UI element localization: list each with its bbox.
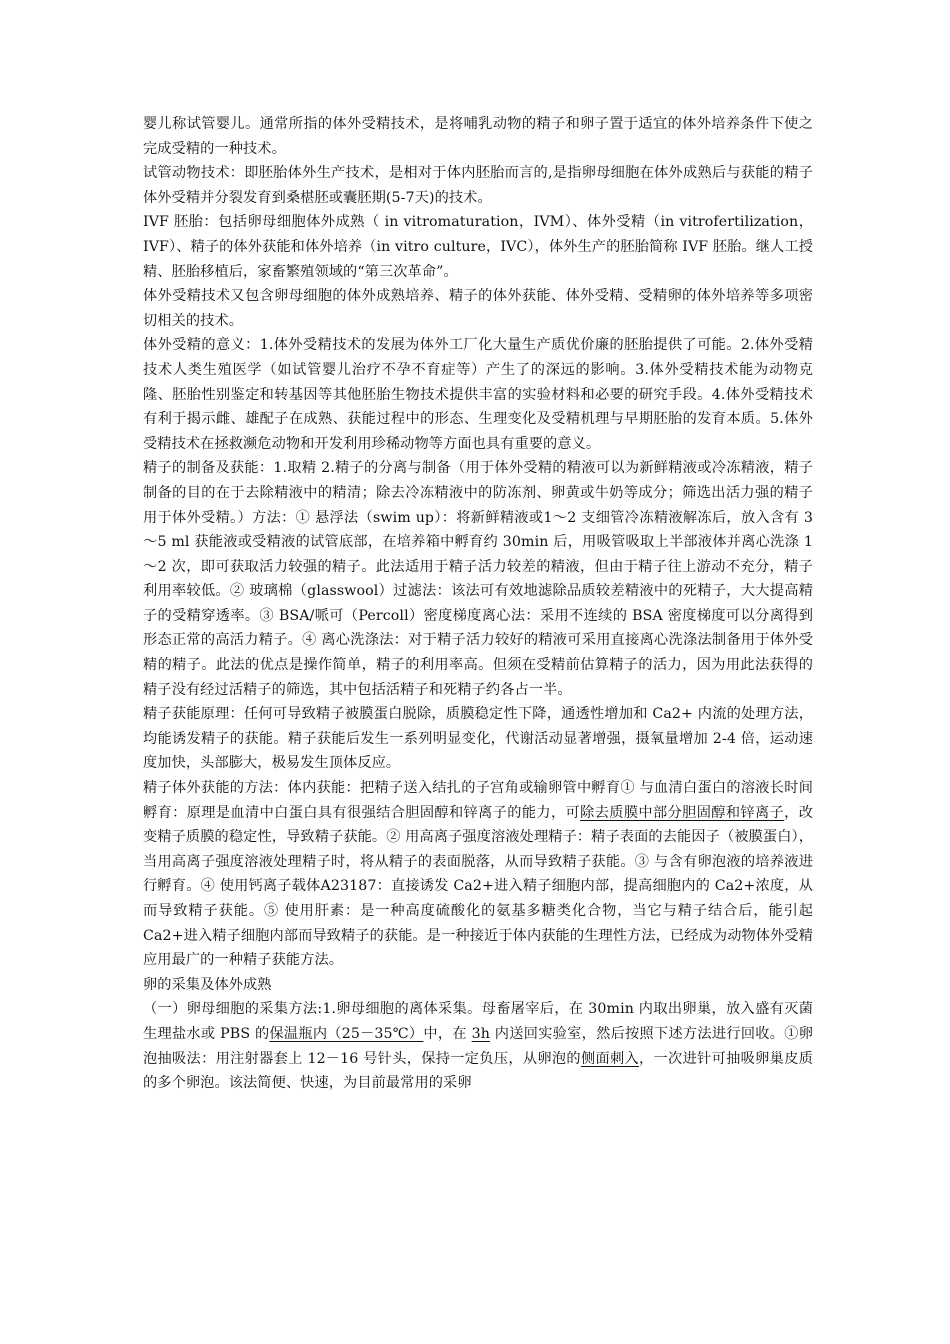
paragraph-sperm-preparation: 精子的制备及获能：1.取精 2.精子的分离与制备（用于体外受精的精液可以为新鲜精液或冷冻精液，精子制备的目的在于去除精液中的精清；除去冷冻精液中的防冻剂、卵黄或牛奶等成分；筛选出活力强的精子用于体外受精。）方法：① 悬浮法（swim up）：将新鲜精液或1～2 支细管冷冻精液解冻后，放入含有 3～5 ml 获能液或受精液的试管底部，在培养箱中孵育约 30min 后，用吸管吸取上半部液体并离心洗涤 1～2 次，即可获取活力较强的精子。此法适用于精子活力较差的精液，但由于精子往上游动不充分，精子利用率较低。② 玻璃棉（glasswool）过滤法：该法可有效地滤除品质较差精液中的死精子，大大提高精子的受精穿透率。③ BSA/哌可（Percoll）密度梯度离心法：采用不连续的 BSA 密度梯度可以分离得到形态正常的高活力精子。④ 离心洗涤法：对于精子活力较好的精液可采用直接离心洗涤法制备用于体外受精的精子。此法的优点是操作简单，精子的利用率高。但须在受精前估算精子的活力，因为用此法获得的精子没有经过活精子的筛选，其中包括活精子和死精子约各占一半。: [143, 460, 813, 698]
text-span: ，改变精子质膜的稳定性，导致精子获能。② 用高离子强度溶液处理精子：精子表面的去能因子（被膜蛋白），当用高离子强度溶液处理精子时，将从精子的表面脱落，从而导致精子获能。③ 与含有卵泡液的培养液进行孵育。④ 使用钙离子载体A23187：直接诱发 Ca2+进入精子细胞内部，提高细胞内的 Ca2+浓度，从而导致精子获能。⑤ 使用肝素：是一种高度硫酸化的氨基多糖类化合物，当它与精子结合后，能引起 Ca2+进入精子细胞内部而导致精子的获能。是一种接近于体内获能的生理性方法，已经成为动物体外受精应用最广的一种精子获能方法。: [143, 804, 813, 969]
underlined-text: 3h: [471, 1025, 490, 1042]
text-span: 中，在: [423, 1025, 472, 1042]
paragraph-intro: 婴儿称试管婴儿。通常所指的体外受精技术，是将哺乳动物的精子和卵子置于适宜的体外培养条件下使之完成受精的一种技术。: [143, 116, 813, 157]
text-span: （一）卵母细胞的采集方法:1.卵母细胞的离体采集。母畜屠宰后，在 30min 内取出卵巢，放入盛有灭菌生理盐水或 PBS 的: [143, 1001, 813, 1042]
paragraph-oocyte-collection: [143, 997, 813, 1095]
underlined-text: 除去质膜中部分胆固醇和锌离子: [580, 804, 785, 821]
underlined-text: 保温瓶内（25－35℃）: [269, 1025, 424, 1042]
text-span: 内送回实验室，然后按照下述方法进行回收。①卵泡抽吸法：用注射器套上 12－16 号针头，保持一定负压，从卵泡的: [143, 1025, 814, 1067]
text-span: ，一次进针可抽吸卵巢皮质的多个卵泡。该法简便、快速，为目前最常用的采卵: [143, 1050, 813, 1092]
section-heading-oocyte: 卵的采集及体外成熟: [143, 976, 272, 993]
paragraph-capacitation-methods: [143, 776, 813, 973]
paragraph-capacitation-principle: 精子获能原理：任何可导致精子被膜蛋白脱除，质膜稳定性下降，通透性增加和 Ca2+ 内流的处理方法，均能诱发精子的获能。精子获能后发生一系列明显变化，代谢活动显著增强，摄氧量增加 2-4 倍，运动速度加快，头部膨大，极易发生顶体反应。: [143, 706, 813, 772]
paragraph-test-tube-animal: 试管动物技术：即胚胎体外生产技术，是相对于体内胚胎而言的,是指卵母细胞在体外成熟后与获能的精子体外受精并分裂发育到桑椹胚或囊胚期(5-7天)的技术。: [143, 165, 813, 206]
paragraph-ivf-embryo: IVF 胚胎：包括卵母细胞体外成熟（ in vitromaturation，IVM）、体外受精（in vitrofertilization，IVF）、精子的体外获能和体外培养（in vitro culture，IVC），体外生产的胚胎简称 IVF 胚胎。继人工授精、胚胎移植后，家畜繁殖领域的“第三次革命”。: [143, 214, 813, 280]
paragraph-ivf-significance: 体外受精的意义：1.体外受精技术的发展为体外工厂化大量生产质优价廉的胚胎提供了可能。2.体外受精技术人类生殖医学（如试管婴儿治疗不孕不育症等）产生了的深远的影响。3.体外受精技术能为动物克隆、胚胎性别鉴定和转基因等其他胚胎生物技术提供丰富的实验材料和必要的研究手段。4.体外受精技术有利于揭示雌、雄配子在成熟、获能过程中的形态、生理变化及受精机理与早期胚胎的发育本质。5.体外受精技术在拯救濒危动物和开发利用珍稀动物等方面也具有重要的意义。: [143, 337, 813, 452]
paragraph-ivf-techniques: 体外受精技术又包含卵母细胞的体外成熟培养、精子的体外获能、体外受精、受精卵的体外培养等多项密切相关的技术。: [143, 288, 813, 329]
document-body: [143, 112, 813, 1096]
text-span: 精子体外获能的方法：体内获能：把精子送入结扎的子宫角或输卵管中孵育① 与血清白蛋白的溶液长时间孵育：原理是血清中白蛋白具有很强结合胆固醇和锌离子的能力，可: [143, 780, 813, 821]
underlined-text: 侧面刺入: [580, 1050, 640, 1067]
